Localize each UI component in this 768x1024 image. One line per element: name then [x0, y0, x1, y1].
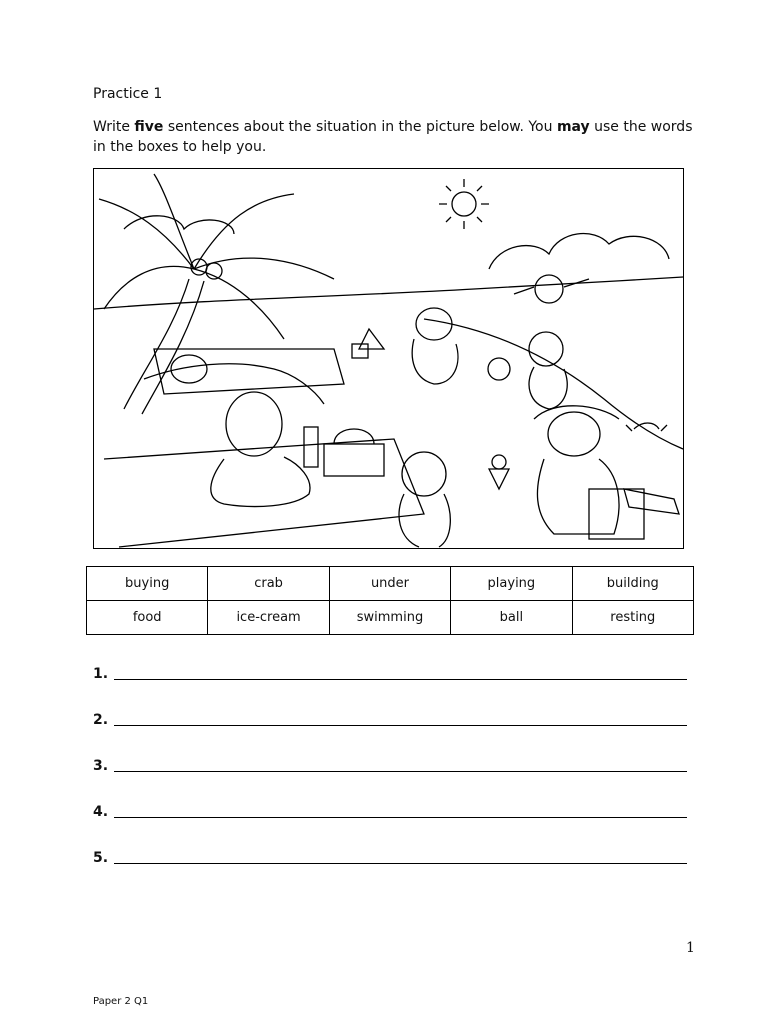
page-number: 1 — [686, 940, 695, 956]
beach-scene-illustration — [93, 168, 684, 549]
practice-title: Practice 1 — [93, 86, 163, 102]
word-cell: playing — [451, 567, 572, 601]
word-cell: building — [572, 567, 693, 601]
word-cell: resting — [572, 601, 693, 635]
word-row — [87, 601, 694, 635]
word-cell: food — [87, 601, 208, 635]
answer-line-1[interactable]: 1. — [93, 666, 687, 682]
word-cell: ice-cream — [208, 601, 329, 635]
word-cell: buying — [87, 567, 208, 601]
emphasis-five: five — [134, 119, 164, 135]
word-box — [86, 566, 694, 635]
word-row — [87, 567, 694, 601]
word-cell: crab — [208, 567, 329, 601]
answer-line-2[interactable]: 2. — [93, 712, 687, 728]
answer-line-5[interactable]: 5. — [93, 850, 687, 866]
answer-line-3[interactable]: 3. — [93, 758, 687, 774]
emphasis-may: may — [556, 119, 590, 135]
answer-line-4[interactable]: 4. — [93, 804, 687, 820]
instruction-text: Write five sentences about the situation in the picture below. You may use the words in the boxes to help you. — [93, 119, 693, 155]
footer-label: Paper 2 Q1 — [93, 996, 149, 1007]
word-cell: swimming — [329, 601, 450, 635]
word-cell: under — [329, 567, 450, 601]
word-cell: ball — [451, 601, 572, 635]
